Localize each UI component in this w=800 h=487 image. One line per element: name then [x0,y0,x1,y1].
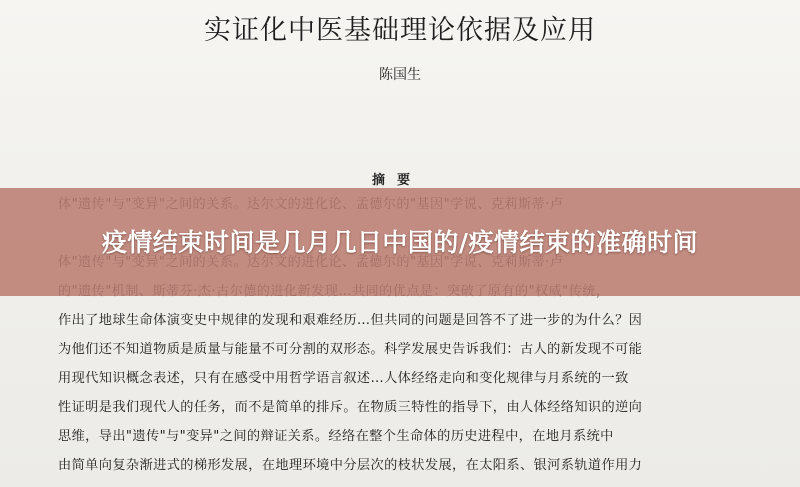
author-name: 陈国生 [379,67,421,83]
document-title: 实证化中医基础理论依据及应用 [204,15,596,46]
headline-text[interactable]: 疫情结束时间是几月几日中国的/疫情结束的准确时间 [101,227,699,257]
abstract-heading: 摘要 [372,173,423,188]
abstract-line: 为他们还不知道物质是质量与能量不可分割的双形态。科学发展史告诉我们：古人的新发现不可能 [58,342,643,357]
headline-banner[interactable] [0,188,800,296]
abstract-line: 作出了地球生命体演变史中规律的发现和艰难经历…但共同的问题是回答不了进一步的为什么？因 [58,313,643,328]
abstract-line: 思维，导出"遗传"与"变异"之间的辩证关系。经络在整个生命体的历史进程中，在地月系统中 [58,429,614,444]
abstract-line: 性证明是我们现代人的任务，而不是简单的排斥。在物质三特性的指导下，由人体经络知识的逆向 [58,400,643,415]
abstract-line: 用现代知识概念表述，只有在感受中用哲学语言叙述…人体经络走向和变化规律与月系统的一致 [58,371,629,386]
abstract-line: 由简单向复杂渐进式的梯形发展，在地理环境中分层次的枝状发展，在太阳系、银河系轨道作用力 [58,458,643,473]
